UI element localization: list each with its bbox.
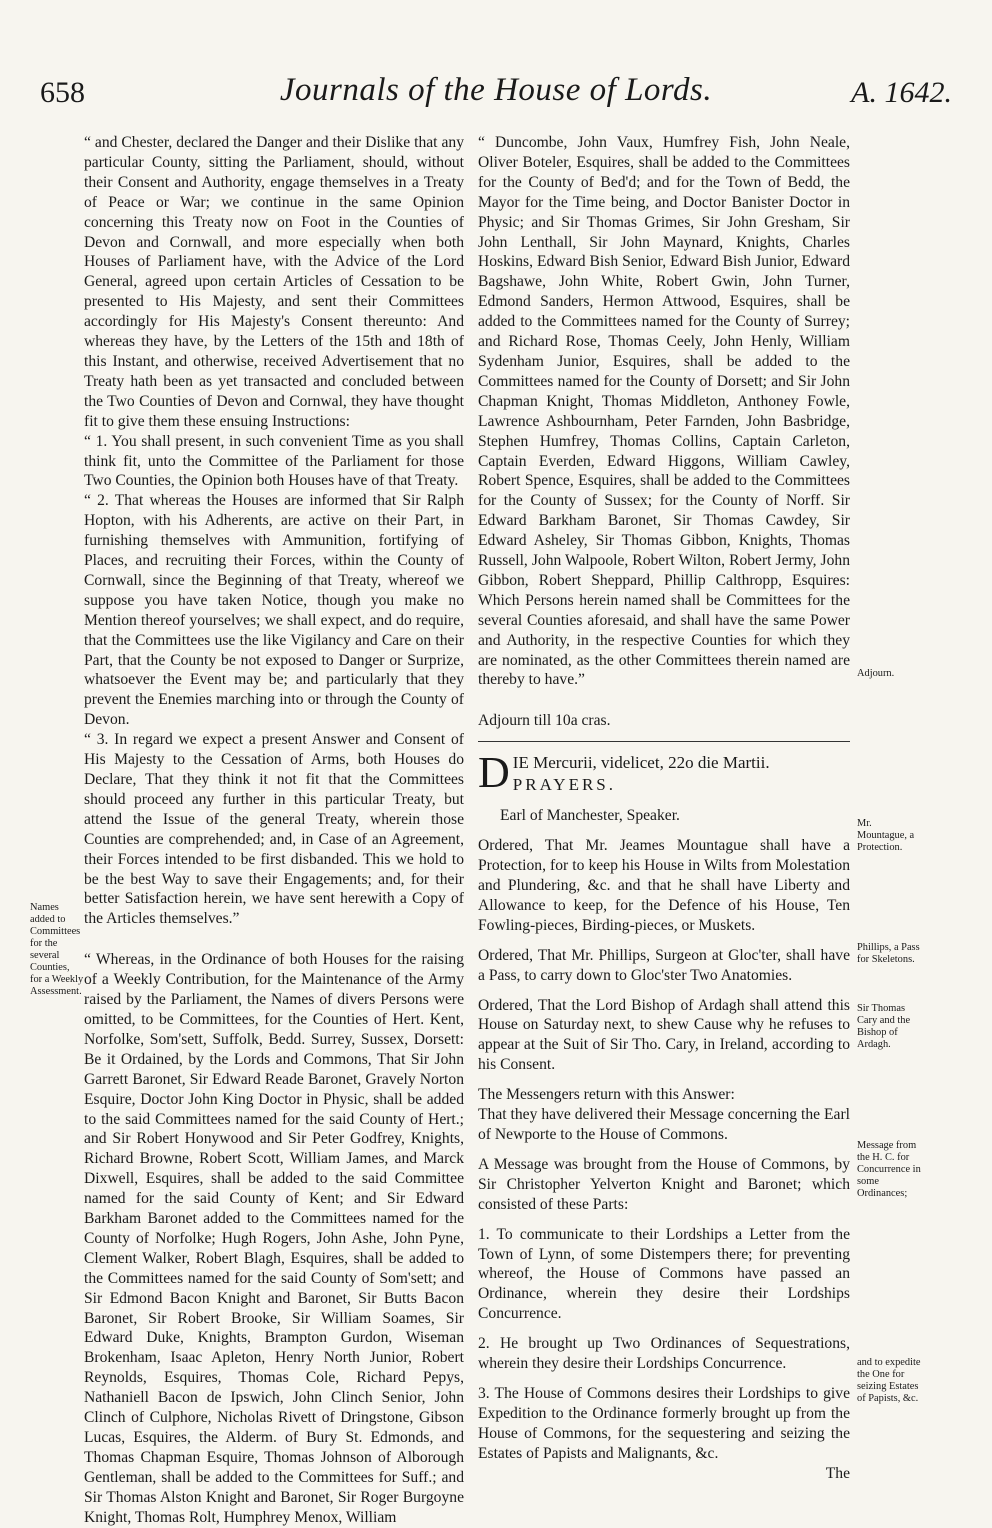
paragraph: A Message was brought from the House of Commons, by Sir Christopher Yelverton Knight and Baronet; which consisted of these Parts: <box>478 1155 850 1213</box>
order-paragraph: Ordered, That Mr. Jeames Mountague shall have a Protection, for to keep his House in Wilts from Molestation and Plundering, &c. and that he shall have Liberty and Allowance to keep, for the Defence of his House, Ten Fowling-pieces, Birding-pieces, or Muskets. <box>478 837 850 934</box>
day-heading-text: IE Mercurii, videlicet, 22o die Martii. <box>512 753 770 773</box>
right-column <box>478 133 850 1483</box>
paragraph: “ Whereas, in the Ordinance of both Houses for the raising of a Weekly Contribution, for the Maintenance of the Army raised by the Parliament, the Names of divers Persons were omitted, to be Committees, for the Counties of Hert. Kent, Norfolke, Som'sett, Suffolk, Bedd. Surrey, Sussex, Dorsett: Be it Ordained, by the Lords and Commons, That Sir John Garrett Baronet, Sir Edward Reade Baronet, Gravely Norton Esquire, Doctor John King Doctor in Physic, shall be added to the said Committees named for the said County of Hert.; and Sir Robert Honywood and Sir Peter Godfrey, Knights, Richard Browne, Robert Scott, William James, and Marck Dixwell, Esquires, shall be added to the said Committee named for the said County of Kent; and Sir Edward Barkham Baronet added to the Committees named for the County of Norfolke; Hugh Rogers, John Ashe, John Pyne, Clement Walker, Robert Blagh, Esquires, shall be added to the Committees named for the said County of Som'sett; and Sir Edmond Bacon Knight and Baronet, Sir Butts Bacon Baronet, Sir Robert Brooke, Sir William Soames, Sir Edward Duke, Knights, Brampton Gurdon, Wiseman Brokenham, Isaac Apleton, Henry North Junior, Robert Reynolds, Esquires, Thomas Cole, Richard Pepys, Nathaniell Bacon de Ipswich, John Clinch Senior, John Clinch of Culphore, Nicholas Rivett of Dringstone, Gibson Lucas, Esquires, the Alderm. of Bury St. Edmonds, and Thomas Chapman Esquire, Thomas Johnson of Alborough Gentleman, shall be added to the Committees for Suff.; and Sir Thomas Alston Knight and Baronet, Sir Roger Burgoyne Knight, Thomas Rolt, Humphrey Menox, William <box>84 951 464 1526</box>
catchword: The <box>825 1464 850 1482</box>
paragraph: “ 1. You shall present, in such convenient Time as you shall think fit, unto the Committee of the Parliament for those Two Counties, the Opinion both Houses have of that Treaty. <box>84 432 464 490</box>
margin-note-adjourn: Adjourn. <box>857 668 895 679</box>
margin-note-expedite: and to expedite the One for seizing Estates of Papists, &c. <box>857 1357 921 1404</box>
paragraph: 3. The House of Commons desires their Lordships to give Expedition to the Ordinance formerly brought up from the House of Commons, for the sequestering and seizing the Estates of Papists and Malignants, &c. <box>478 1384 850 1462</box>
section-divider <box>478 741 850 742</box>
paragraph: “ Duncombe, John Vaux, Humfrey Fish, John Neale, Oliver Boteler, Esquires, shall be added to the Committees for the County of Bed'd; and for the Town of Bedd, the Mayor for the Time being, and Doctor Banister Doctor in Physic; and Sir Thomas Grimes, Sir John Gresham, Sir John Lenthall, Sir John Maynard, Knights, Charles Hoskins, Edward Bish Senior, Edward Bish Junior, Edward Bagshawe, John White, Robert Gwin, John Turner, Edmond Sanders, Hermon Attwood, Esquires, shall be added to the Committees named for the County of Surrey; and Richard Rose, Thomas Ceely, John Henly, William Sydenham Junior, Esquires, shall be added to the Committees named for the County of Dorsett; and Sir John Chapman Knight, Thomas Middleton, Anthoney Fowle, Lawrence Ashbournham, Peter Farnden, John Basbridge, Stephen Humfrey, Thomas Collins, Captain Carleton, Captain Everden, Edward Higgons, William Cawley, Robert Spence, Esquires, shall be added to the Committees for the County of Sussex; for the County of Norff. Sir Edward Barkham Baronet, Sir Thomas Cawdey, Sir Edward Asheley, Sir Thomas Gibbon, Knights, Thomas Russell, John Walpoole, Robert Wilton, Robert Jermy, John Gibbon, Robert Sheppard, Phillip Calthropp, Esquires: Which Persons herein named shall be Committees for the several Counties aforesaid, and shall have the same Power and Authority, in the respective Counties for which they are nominated, as the other Committees therein named are thereby to have.” <box>478 134 850 689</box>
paragraph: “ 2. That whereas the Houses are informed that Sir Ralph Hopton, with his Adherents, are active on their Part, in furnishing themselves with Ammunition, fortifying of Places, and recruiting their Forces, within the County of Cornwall, since the Beginning of that Treaty, whereof we suppose you have taken Notice, though you make no Mention thereof yourselves; we shall expect, and do require, that the Committees use the like Vigilancy and Care on their Part, that the County be not exposed to Danger or Surprize, whatsoever the Event may be; and particularly that they prevent the Enemies marching into or through the County of Devon. <box>84 492 464 729</box>
speaker-line: Earl of Manchester, Speaker. <box>500 807 680 825</box>
paragraph: The Messengers return with this Answer: <box>478 1086 735 1104</box>
paragraph: 1. To communicate to their Lordships a Letter from the Town of Lynn, of some Distempers there; for preventing whereof, the House of Commons have passed an Ordinance, wherein they desire their Lordships Concurrence. <box>478 1225 850 1323</box>
order-paragraph: Ordered, That the Lord Bishop of Ardagh shall attend this House on Saturday next, to shew Cause why he refuses to appear at the Suit of Sir Tho. Cary, in Ireland, according to his Consent. <box>478 996 850 1074</box>
paragraph: That they have delivered their Message concerning the Earl of Newporte to the House of Commons. <box>478 1106 850 1143</box>
left-column <box>84 133 464 1528</box>
margin-note-cary: Sir Thomas Cary and the Bishop of Ardagh. <box>857 1003 911 1050</box>
order-paragraph: Ordered, That Mr. Phillips, Surgeon at Gloc'ter, shall have a Pass, to carry down to Gloc'ster Two Anatomies. <box>478 946 850 984</box>
paragraph: 2. He brought up Two Ordinances of Sequestrations, wherein they desire their Lordships Concurrence. <box>478 1335 850 1373</box>
page-header <box>40 72 952 122</box>
adjourn-line: Adjourn till 10a cras. <box>478 712 611 730</box>
paragraph: “ and Chester, declared the Danger and their Dislike that any particular County, sitting the Parliament, should, without their Consent and Authority, engage themselves in a Treaty of Peace or War; we continue in the same Opinion concerning this Treaty now on Foot in the Counties of Devon and Cornwall, and more especially when both Houses of Parliament have, with the Advice of the Lord General, agreed upon certain Articles of Cessation to be presented to His Majesty, and sent their Committees accordingly for His Majesty's Consent thereunto: And whereas they have, by the Letters of the 15th and 18th of this Instant, and otherwise, received Advertisement that no Treaty hath been as yet transacted and concluded between the Two Counties of Devon and Cornwal, they have thought fit to give them these ensuing Instructions: <box>84 134 464 430</box>
prayers-heading: PRAYERS. <box>512 775 616 795</box>
margin-note-names-added: Names added to Committees for the several Counties, for a Weekly Assessment. <box>30 902 84 997</box>
margin-note-phillips: Phillips, a Pass for Skeletons. <box>857 942 920 965</box>
margin-note-message: Message from the H. C. for Concurrence in some Ordinances; <box>857 1140 921 1199</box>
drop-cap: D <box>478 748 510 798</box>
page-number: 658 <box>40 76 85 109</box>
paragraph: “ 3. In regard we expect a present Answer and Consent of His Majesty to the Cessation of Arms, both Houses do Declare, That they think it not fit that the Committees should proceed any further in this particular Treaty, but attend the Issue of the general Treaty, wherein those Counties are comprehended; and, in Case of an Agreement, their Forces intended to be first disbanded. This we hold to be the best Way to save their Engagements; and, for their better Satisfaction herein, we have sent herewith a Copy of the Articles themselves.” <box>84 731 464 928</box>
margin-note-mountague: Mr. Mountague, a Protection. <box>857 818 915 853</box>
running-title: Journals of the House of Lords. <box>279 72 713 108</box>
year-marker: A. 1642. <box>851 76 952 109</box>
